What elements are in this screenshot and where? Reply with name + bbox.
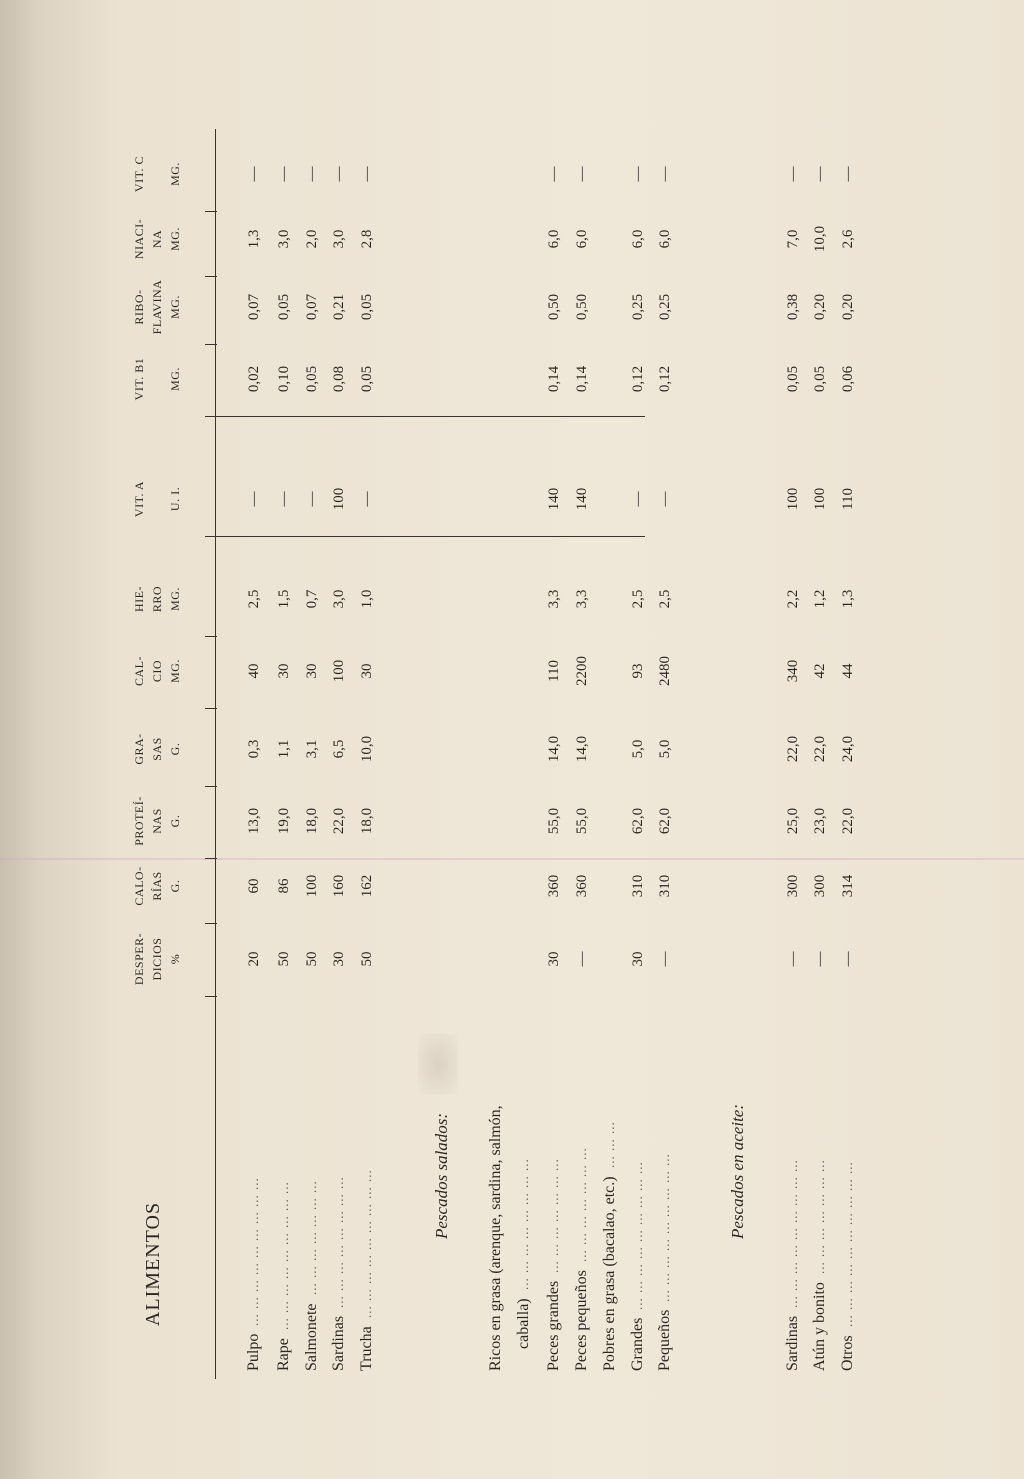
row-label: Otros — [839, 1335, 856, 1371]
table-cell: 24,0 — [840, 735, 856, 763]
row-label: Rape — [275, 1338, 292, 1371]
row-label: Grandes — [629, 1317, 646, 1371]
table-cell: 0,10 — [276, 365, 292, 393]
column-header-line — [148, 134, 166, 214]
table-cell: 3,0 — [276, 229, 292, 249]
table-text-line — [484, 0, 508, 1479]
table-cell: 0,08 — [331, 365, 347, 393]
column-header — [130, 781, 184, 861]
table-cell: — — [785, 166, 801, 182]
table-cell: — — [246, 166, 262, 182]
table-cell: 50 — [304, 951, 320, 967]
table-cell: 100 — [304, 874, 320, 898]
section-title: Pescados en aceite: — [728, 1104, 747, 1239]
table-cell: 0,12 — [630, 365, 646, 393]
table-cell: — — [246, 491, 262, 507]
row-label: Sardinas — [330, 1315, 347, 1371]
row-label: Pulpo — [245, 1333, 262, 1371]
table-cell: 110 — [840, 488, 856, 510]
table-cell: 6,0 — [574, 229, 590, 249]
table-cell: 2,0 — [304, 229, 320, 249]
table-cell: 2480 — [657, 656, 673, 686]
table-cell: 0,07 — [304, 293, 320, 321]
column-header-line: DESPER- — [132, 932, 146, 986]
row-label: Salmonete — [303, 1303, 320, 1371]
table-cell: 1,3 — [246, 229, 262, 249]
row-label: caballa) — [515, 1298, 532, 1349]
table-cell: 3,1 — [304, 739, 320, 759]
leader-dots: ... ... ... ... ... ... ... ... ... — [785, 1159, 800, 1308]
table-cell: 22,0 — [812, 735, 828, 763]
table-cell: 140 — [574, 487, 590, 511]
column-separator — [205, 276, 217, 277]
table-cell: 0,12 — [657, 365, 673, 393]
table-cell: — — [630, 491, 646, 507]
table-cell: — — [840, 951, 856, 967]
table-cell: 2,5 — [246, 589, 262, 609]
table-cell: 30 — [276, 663, 292, 679]
table-cell: 6,5 — [331, 739, 347, 759]
table-cell: 1,0 — [359, 589, 375, 609]
table-cell: 360 — [574, 874, 590, 898]
table-cell: — — [304, 491, 320, 507]
column-separator — [205, 536, 645, 537]
table-cell: 22,0 — [785, 735, 801, 763]
table-cell: 0,25 — [657, 293, 673, 321]
column-header-line: MG. — [168, 162, 182, 186]
table-cell: 62,0 — [630, 807, 646, 835]
column-header-line: NAS — [150, 808, 164, 834]
column-header-line: MG. — [168, 295, 182, 319]
table-cell: 30 — [331, 951, 347, 967]
table-row — [355, 0, 379, 1479]
table-row — [808, 0, 832, 1479]
table-cell: 360 — [546, 874, 562, 898]
table-cell: 14,0 — [574, 735, 590, 763]
table-cell: — — [304, 166, 320, 182]
table-cell: 2,5 — [657, 589, 673, 609]
column-header — [130, 709, 184, 789]
table-cell: — — [574, 951, 590, 967]
column-separator — [205, 996, 217, 997]
table-cell: 0,38 — [785, 293, 801, 321]
table-row — [781, 0, 805, 1479]
table-cell: 23,0 — [812, 807, 828, 835]
table-cell: 30 — [359, 663, 375, 679]
column-separator — [205, 858, 217, 859]
row-label: Pequeños — [656, 1309, 673, 1371]
table-cell: 3,3 — [546, 589, 562, 609]
leader-dots: ... ... ... ... ... ... ... — [546, 1158, 561, 1273]
table-cell: 162 — [359, 874, 375, 898]
leader-dots: ... ... ... ... ... ... ... ... ... — [276, 1181, 291, 1330]
column-header-line: MG. — [168, 587, 182, 611]
table-cell: 2200 — [574, 656, 590, 686]
table-cell: 0,05 — [304, 365, 320, 393]
table-row — [570, 0, 594, 1479]
column-separator — [205, 923, 217, 924]
column-header — [130, 631, 184, 711]
table-cell: 0,3 — [246, 739, 262, 759]
table-cell: 7,0 — [785, 229, 801, 249]
column-header — [130, 559, 184, 639]
leader-dots: ... ... ... ... ... ... ... ... — [331, 1176, 346, 1308]
table-cell: 30 — [304, 663, 320, 679]
column-header-line: PROTEÍ- — [132, 796, 146, 846]
column-header-line: CAL- — [132, 656, 146, 686]
table-cell: 5,0 — [657, 739, 673, 759]
table-cell: 2,2 — [785, 589, 801, 609]
table-cell: 0,20 — [840, 293, 856, 321]
row-label: Trucha — [358, 1326, 375, 1371]
table-cell: 0,50 — [546, 293, 562, 321]
table-cell: 300 — [785, 874, 801, 898]
row-label: Peces pequeños — [573, 1270, 590, 1371]
row-label: Sardinas — [784, 1315, 801, 1371]
column-header-line: VIT. C — [132, 155, 146, 193]
column-separator — [205, 786, 217, 787]
table-cell: 2,5 — [630, 589, 646, 609]
table-cell: 10,0 — [812, 225, 828, 253]
table-cell: — — [812, 951, 828, 967]
table-text-line — [598, 0, 622, 1479]
table-cell: 13,0 — [246, 807, 262, 835]
table-cell: — — [630, 166, 646, 182]
table-cell: 140 — [546, 487, 562, 511]
table-cell: 1,2 — [812, 589, 828, 609]
table-cell: 3,0 — [331, 589, 347, 609]
column-header-line: G. — [168, 814, 182, 828]
column-header-line: CALO- — [132, 866, 146, 906]
row-label: Pobres en grasa (bacalao, etc.) — [601, 1176, 618, 1371]
table-row — [300, 0, 324, 1479]
table-cell: 93 — [630, 663, 646, 679]
table-cell: 20 — [246, 951, 262, 967]
table-cell: 3,3 — [574, 589, 590, 609]
table-cell: 10,0 — [359, 735, 375, 763]
table-cell: 60 — [246, 878, 262, 894]
table-cell: 300 — [812, 874, 828, 898]
column-header-line — [148, 459, 166, 539]
table-cell: 0,05 — [812, 365, 828, 393]
table-cell: — — [546, 166, 562, 182]
section-heading — [726, 0, 750, 1479]
column-separator — [205, 344, 217, 345]
table-cell: 340 — [785, 659, 801, 683]
leader-dots: ... ... ... ... ... ... ... — [812, 1159, 827, 1274]
column-header-line: MG. — [168, 227, 182, 251]
table-cell: 100 — [785, 487, 801, 511]
table-cell: 1,5 — [276, 589, 292, 609]
table-cell: — — [840, 166, 856, 182]
table-cell: 0,05 — [785, 365, 801, 393]
table-cell: 100 — [331, 487, 347, 511]
table-cell: — — [657, 166, 673, 182]
table-cell: 0,25 — [630, 293, 646, 321]
table-cell: 3,0 — [331, 229, 347, 249]
table-cell: 0,07 — [246, 293, 262, 321]
column-header-line: U. I. — [168, 486, 182, 512]
column-header-line: MG. — [168, 659, 182, 683]
leader-dots: ... ... ... ... ... ... ... — [574, 1147, 589, 1262]
table-cell: 0,05 — [359, 365, 375, 393]
table-cell: 6,0 — [546, 229, 562, 249]
table-cell: 310 — [657, 874, 673, 898]
column-header-line: NIACI- — [132, 218, 146, 260]
column-header-line: DICIOS — [150, 937, 164, 981]
table-cell: — — [359, 491, 375, 507]
table-cell: 62,0 — [657, 807, 673, 835]
table-cell: 50 — [276, 951, 292, 967]
column-header-line: SAS — [150, 737, 164, 761]
table-cell: 2,6 — [840, 229, 856, 249]
table-cell: 6,0 — [630, 229, 646, 249]
leader-dots: ... ... ... ... ... ... ... ... ... — [359, 1169, 374, 1318]
table-text-line — [512, 0, 536, 1479]
table-cell: — — [785, 951, 801, 967]
table-row — [242, 0, 266, 1479]
header-rule — [215, 129, 216, 1379]
table-cell: — — [574, 166, 590, 182]
column-header — [130, 459, 184, 539]
table-cell: 160 — [331, 874, 347, 898]
table-row — [327, 0, 351, 1479]
table-cell: — — [812, 166, 828, 182]
column-header — [130, 919, 184, 999]
table-cell: 0,05 — [359, 293, 375, 321]
table-cell: 0,50 — [574, 293, 590, 321]
table-cell: — — [276, 166, 292, 182]
row-label: Peces grandes — [545, 1280, 562, 1371]
column-header — [130, 134, 184, 214]
column-header — [130, 339, 184, 419]
table-cell: 44 — [840, 663, 856, 679]
column-header-line: HIE- — [132, 586, 146, 612]
table-cell: 0,21 — [331, 293, 347, 321]
table-cell: 25,0 — [785, 807, 801, 835]
table-cell: 0,02 — [246, 365, 262, 393]
leader-dots: ... ... ... ... ... ... ... ... ... — [246, 1177, 261, 1326]
table-row — [626, 0, 650, 1479]
column-header-line: NA — [150, 229, 164, 249]
table-cell: 0,05 — [276, 293, 292, 321]
table-cell: 14,0 — [546, 735, 562, 763]
column-header-line: GRA- — [132, 733, 146, 765]
table-cell: 0,20 — [812, 293, 828, 321]
table-cell: 50 — [359, 951, 375, 967]
leader-dots: ... ... ... ... ... ... ... ... — [516, 1158, 531, 1290]
table-cell: 0,14 — [574, 365, 590, 393]
section-title: Pescados salados: — [432, 1112, 451, 1239]
column-separator — [205, 636, 217, 637]
column-separator — [205, 708, 217, 709]
section-heading — [430, 0, 454, 1479]
table-cell: 310 — [630, 874, 646, 898]
column-header-line: FLAVINA — [150, 279, 164, 335]
table-cell: 0,14 — [546, 365, 562, 393]
table-cell: 2,8 — [359, 229, 375, 249]
column-header-line: % — [168, 953, 182, 965]
table-cell: — — [331, 166, 347, 182]
row-label: Atún y bonito — [811, 1282, 828, 1371]
table-cell: 55,0 — [546, 807, 562, 835]
column-separator — [205, 416, 645, 417]
table-cell: 0,06 — [840, 365, 856, 393]
table-cell: 40 — [246, 663, 262, 679]
table-cell: 19,0 — [276, 807, 292, 835]
table-cell: — — [657, 491, 673, 507]
column-separator — [205, 211, 217, 212]
leader-dots: ... ... ... ... ... ... ... ... ... — [657, 1153, 672, 1302]
table-cell: 22,0 — [331, 807, 347, 835]
column-header-line — [148, 339, 166, 419]
table-cell: 42 — [812, 663, 828, 679]
column-header-line: VIT. B1 — [132, 357, 146, 401]
column-header-line: RÍAS — [150, 871, 164, 901]
table-cell: 6,0 — [657, 229, 673, 249]
table-row — [272, 0, 296, 1479]
column-header-line: RRO — [150, 585, 164, 613]
leader-dots: ... ... ... ... ... ... ... ... ... ... — [840, 1161, 855, 1327]
table-cell: 0,7 — [304, 589, 320, 609]
table-cell: 18,0 — [359, 807, 375, 835]
table-title: ALIMENTOS — [142, 1201, 164, 1327]
column-header-line: MG. — [168, 367, 182, 391]
table-cell: 30 — [546, 951, 562, 967]
column-header-line: G. — [168, 742, 182, 756]
leader-dots: ... ... ... ... ... ... ... ... ... — [630, 1161, 645, 1310]
leader-dots: ... ... ... ... ... ... ... — [304, 1180, 319, 1295]
table-row — [836, 0, 860, 1479]
leader-dots: ... ... ... — [602, 1121, 617, 1168]
table-cell: 55,0 — [574, 807, 590, 835]
table-cell: 1,3 — [840, 589, 856, 609]
column-header-line: CIO — [150, 659, 164, 683]
table-cell: 1,1 — [276, 739, 292, 759]
column-header-line: G. — [168, 879, 182, 893]
table-cell: — — [657, 951, 673, 967]
table-cell: 5,0 — [630, 739, 646, 759]
table-cell: 22,0 — [840, 807, 856, 835]
row-label: Ricos en grasa (arenque, sardina, salmón, — [487, 1105, 504, 1371]
table-cell: 30 — [630, 951, 646, 967]
table-cell: 86 — [276, 878, 292, 894]
table-cell: 100 — [812, 487, 828, 511]
table-cell: — — [276, 491, 292, 507]
column-header-line: VIT. A — [132, 480, 146, 518]
table-cell: 110 — [546, 660, 562, 682]
column-header — [130, 267, 184, 347]
table-cell: — — [359, 166, 375, 182]
table-row — [542, 0, 566, 1479]
table-row — [653, 0, 677, 1479]
column-header-line: RIBO- — [132, 289, 146, 325]
table-cell: 18,0 — [304, 807, 320, 835]
table-cell: 100 — [331, 659, 347, 683]
table-cell: 314 — [840, 874, 856, 898]
